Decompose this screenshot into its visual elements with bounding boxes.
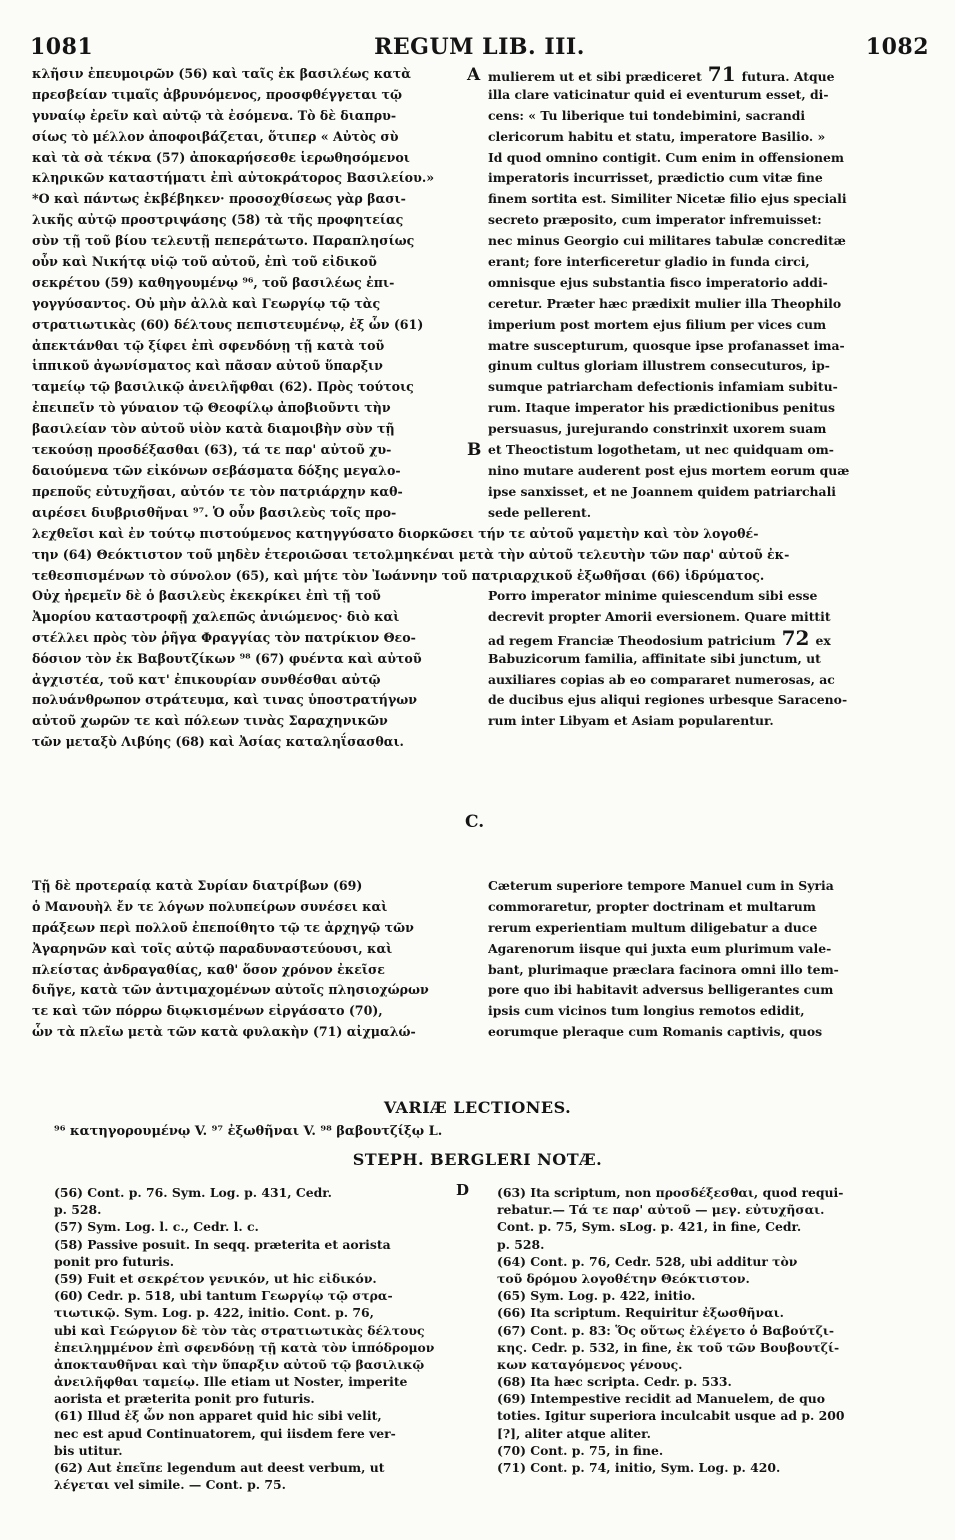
- latin-line-text: mulierem ut et sibi prædiceret: [488, 69, 702, 84]
- latin-line-text: ad regem Franciæ Theodosium patricium: [488, 632, 776, 648]
- note-line: (66) Ita scriptum. Requiritur ἐξωσθῆναι.: [497, 1305, 784, 1321]
- greek-text-line: βασιλείαν τὸν αὐτοῦ υἱὸν κατὰ διαμοιβὴν σὺν τῇ: [32, 421, 395, 437]
- latin-text-line: [488, 628, 924, 649]
- greek-text-line: δαιούμενα τῶν εἰκόνων σεβάσματα δόξης μεγαλο-: [32, 462, 401, 478]
- latin-text-line: Agarenorum iisque qui juxta eum plurimum vale-: [488, 940, 832, 956]
- note-line: (68) Ita hæc scripta. Cedr. p. 533.: [497, 1374, 732, 1390]
- greek-text-line: πρεσβείαν τιμαῖς ἀβρυνόμενος, προσφθέγγεται τῷ: [32, 86, 402, 102]
- note-line: (69) Intempestive recidit ad Manuelem, de quo: [497, 1391, 826, 1407]
- note-line: κων καταγόμενος γένους.: [497, 1356, 683, 1372]
- note-line: (64) Cont. p. 76, Cedr. 528, ubi additur τὸν: [497, 1253, 798, 1269]
- note-line: (56) Cont. p. 76. Sym. Log. p. 431, Cedr.: [54, 1185, 332, 1200]
- greek-text-line: ὁ Μανουὴλ ἔν τε λόγων πολυπείρων συνέσει καὶ: [32, 898, 388, 914]
- latin-text-line: ceretur. Præter hæc prædixit mulier illa Theophilo: [488, 295, 842, 311]
- latin-text-line: de ducibus ejus aliqui regiones urbesque Saraceno-: [488, 692, 848, 708]
- latin-line-continuation: ex: [815, 632, 831, 648]
- full-width-text-line: την (64) Θεόκτιστον τοῦ μηδὲν ἑτεροιῶσαι τετολμηκέναι μετὰ τὴν αὐτοῦ τελευτὴν τῶν παρ' αὐτοῦ ἐκ-: [32, 546, 790, 562]
- latin-text-line: Babuzicorum familia, affinitate sibi junctum, ut: [488, 650, 821, 666]
- note-line: toties. Igitur superiora inculcabit usque ad p. 200: [497, 1408, 845, 1424]
- latin-text-line: omnisque ejus substantia fisco imperatorio addi-: [488, 274, 828, 290]
- note-line: τοῦ δρόμου λογοθέτην Θεόκτιστον.: [497, 1270, 750, 1286]
- latin-text-line: erant; fore interficeretur gladio in funda circi,: [488, 254, 810, 270]
- greek-text-line: τε καὶ τῶν πόρρω διῳκισμένων εἰργάσατο (70),: [32, 1003, 383, 1019]
- latin-text-line: Id quod omnino contigit. Cum enim in offensionem: [488, 149, 844, 165]
- varia-lectiones-title: VARIÆ LECTIONES.: [383, 1098, 572, 1117]
- latin-text-line: nec minus Georgio cui militares tabulæ concreditæ: [488, 233, 846, 249]
- full-width-text-block: [32, 524, 924, 587]
- latin-text-line: commoraretur, propter doctrinam et multarum: [488, 898, 816, 914]
- greek-text-line: σεκρέτου (59) καθηγουμένῳ ⁹⁶, τοῦ βασιλέως ἐπι-: [32, 274, 395, 290]
- note-line: rebatur.— Τά τε παρ' αὐτοῦ — μεγ. εὐτυχῆσαι.: [497, 1202, 825, 1218]
- section-number-72: 72: [781, 627, 810, 649]
- greek-text-line: σίως τὸ μέλλον ἀποφοιβάζεται, ὅτιπερ « Αὐτὸς σὺ: [32, 128, 399, 144]
- note-line: ponit pro futuris.: [54, 1253, 175, 1269]
- greek-text-line: γογγύσαντος. Οὐ μὴν ἀλλὰ καὶ Γεωργίῳ τῷ τὰς: [32, 295, 381, 311]
- greek-text-line: γυναίῳ ἐρεῖν καὶ αὐτῷ τὰ ἐσόμενα. Τὸ δὲ διαπρυ-: [32, 107, 397, 123]
- note-line: nec est apud Continuatorem, qui iisdem fere ver-: [54, 1425, 396, 1441]
- greek-text-line: ἀγχιστέα, τοῦ κατ' ἐπικουρίαν συνθέσθαι αὐτῷ: [32, 671, 381, 687]
- note-line: (63) Ita scriptum, non προσδέξεσθαι, quod requi-: [497, 1185, 844, 1200]
- greek-text-line: αιρέσει διυβρισθῆναι ⁹⁷. Ὁ οὖν βασιλεὺς τοῖς προ-: [32, 504, 397, 520]
- greek-text-line: Οὐχ ἠρεμεῖν δὲ ὁ βασιλεὺς ἐκεκρίκει ἐπὶ τῇ τοῦ: [32, 588, 381, 603]
- latin-text-line: Cæterum superiore tempore Manuel cum in Syria: [488, 878, 834, 893]
- varia-lectiones-text: ⁹⁶ κατηγορουμένῳ V. ⁹⁷ ἐξωθῆναι V. ⁹⁸ βαβουτζίξῳ L.: [54, 1124, 443, 1139]
- page-header: [30, 34, 929, 60]
- greek-text-line: πρεποῦς εὐτυχῆσαι, αὐτόν τε τὸν πατριάρχην καθ-: [32, 483, 403, 499]
- margin-marker-d: D: [456, 1181, 470, 1199]
- note-line: [?], aliter atque aliter.: [497, 1425, 651, 1441]
- right-column-number: 1082: [865, 34, 929, 60]
- latin-text-line: [488, 64, 924, 85]
- left-column-number: 1081: [30, 34, 94, 60]
- note-line: (59) Fuit et σεκρέτον γενικόν, ut hic εἰδικόν.: [54, 1270, 377, 1286]
- note-line: p. 528.: [54, 1202, 102, 1218]
- greek-text-line: κλῆσιν ἐπευμοιρῶν (56) καὶ ταῖς ἐκ βασιλέως κατὰ: [32, 66, 411, 81]
- greek-text-line: Ἀμορίου καταστροφῇ χαλεπῶς ἀνιώμενος· διὸ καὶ: [32, 608, 400, 624]
- notes-left-column: [54, 1184, 454, 1493]
- greek-text-line: τῶν μεταξὺ Λιβύης (68) καὶ Ἀσίας καταληΐσασθαι.: [32, 734, 404, 750]
- latin-text-line: ipse sanxisset, et ne Joannem quidem patriarchali: [488, 483, 836, 499]
- latin-text-line: ginum cultus gloriam illustrem consecuturos, ip-: [488, 358, 830, 374]
- note-line: (70) Cont. p. 75, in fine.: [497, 1442, 664, 1458]
- latin-text-line: clericorum habitu et statu, imperatore Basilio. »: [488, 128, 826, 144]
- latin-text-line: ipsis cum vicinos tum longius remotos edidit,: [488, 1003, 805, 1019]
- greek-text-line: κληρικῶν καταστήματι ἐπὶ αὐτοκράτορος Βασιλείου.»: [32, 170, 435, 186]
- greek-text-block-2: [32, 586, 460, 753]
- note-line: (71) Cont. p. 74, initio, Sym. Log. p. 420.: [497, 1460, 781, 1475]
- latin-text-line: rerum experientiam multum diligebatur a duce: [488, 919, 818, 935]
- greek-text-line: λικῆς αὐτῷ προστριψάσης (58) τὰ τῆς προφητείας: [32, 212, 404, 228]
- note-line: τιωτικῷ. Sym. Log. p. 422, initio. Cont. p. 76,: [54, 1305, 374, 1321]
- note-line: (62) Aut ἐπεῖπε legendum aut deest verbum, ut: [54, 1460, 385, 1475]
- note-line: ubi καὶ Γεώργιον δὲ τὸν τὰς στρατιωτικὰς δέλτους: [54, 1322, 425, 1338]
- note-line: Cont. p. 75, Sym. sLog. p. 421, in fine, Cedr.: [497, 1219, 802, 1235]
- greek-text-line: πλείστας ἀνδραγαθίας, καθ' ὅσον χρόνον ἐκεῖσε: [32, 961, 385, 977]
- note-line: κης. Cedr. p. 532, in fine, ἐκ τοῦ τῶν Βουβουτζί-: [497, 1339, 840, 1355]
- note-line: (61) Illud ἐξ ὧν non apparet quid hic sibi velit,: [54, 1408, 382, 1424]
- greek-text-line: αὐτοῦ χωρῶν τε καὶ πόλεων τινὰς Σαραχηνικῶν: [32, 713, 388, 729]
- greek-text-line: πράξεων περὶ πολλοῦ ἐπεποίθητο τῷ τε ἀρχηγῷ τῶν: [32, 919, 414, 935]
- greek-text-line: διῆγε, κατὰ τῶν ἀντιμαχομένων αὐτοῖς πλησιοχώρων: [32, 982, 429, 998]
- greek-text-line: *Ο καὶ πάντως ἐκβέβηκεν· προσοχθίσεως γὰρ βασι-: [32, 191, 406, 207]
- section-number-71: 71: [707, 64, 736, 85]
- greek-text-line: πολυάνθρωπον στράτευμα, καὶ τινας ὑποστρατήγων: [32, 692, 418, 708]
- latin-text-line: pore quo ibi habitavit adversus belligerantes cum: [488, 982, 834, 998]
- latin-text-line: nino mutare auderent post ejus mortem eorum quæ: [488, 462, 850, 478]
- greek-text-line: Ἀγαρηνῶν καὶ τοῖς αὐτῷ παραδυναστεύουσι, καὶ: [32, 940, 393, 956]
- greek-text-block-1: [32, 64, 460, 524]
- greek-text-block-3: [32, 876, 460, 1043]
- latin-text-line: imperatoris incurrisset, prædictio cum vitæ fine: [488, 170, 823, 186]
- greek-text-line: ἀπεκτάνθαι τῷ ξίφει ἐπὶ σφενδόνῃ τῇ κατὰ τοῦ: [32, 337, 385, 353]
- latin-text-line: illa clare vaticinatur quid ei eventurum esset, di-: [488, 86, 829, 102]
- latin-text-line: rum. Itaque imperator his prædictionibus penitus: [488, 400, 835, 416]
- latin-text-line: decrevit propter Amorii eversionem. Quare mittit: [488, 608, 831, 624]
- latin-text-line: cens: « Tu liberique tui tondebimini, sacrandi: [488, 107, 806, 123]
- greek-text-line: στέλλει πρὸς τὸν ῥῆγα Φραγγίας τὸν πατρίκιον Θεο-: [32, 629, 416, 645]
- note-line: aorista et præterita ponit pro futuris.: [54, 1391, 315, 1407]
- latin-text-block-2: [488, 586, 924, 732]
- greek-text-line: ἱππικοῦ ἀγωνίσματος καὶ πᾶσαν αὐτοῦ ὕπαρξιν: [32, 358, 383, 374]
- greek-text-line: σὺν τῇ τοῦ βίου τελευτῇ πεπεράτωτο. Παραπλησίως: [32, 233, 415, 249]
- latin-text-block-3: [488, 876, 924, 1043]
- greek-text-line: ὧν τὰ πλεῖω μετὰ τῶν κατὰ φυλακὴν (71) αἰχμαλώ-: [32, 1024, 416, 1040]
- latin-text-line: persuasus, jurejurando constrinxit uxorem suam: [488, 421, 827, 437]
- greek-text-line: καὶ τὰ σὰ τέκνα (57) ἀποκαρήσεσθε ἱερωθησόμενοι: [32, 149, 410, 165]
- full-width-text-line: λεχθεῖσι καὶ ἐν τούτῳ πιστούμενος κατηγγύσατο διορκῶσει τήν τε αὐτοῦ γαμετὴν καὶ τὸν λογοθέ-: [32, 526, 759, 541]
- note-line: ἀνειλῆφθαι ταμείῳ. Ille etiam ut Noster, imperite: [54, 1374, 408, 1390]
- latin-text-line: bant, plurimaque præclara facinora omni illo tem-: [488, 961, 839, 977]
- latin-text-line: matre suscepturum, quosque ipse profanasset ima-: [488, 337, 845, 353]
- notes-right-column: [497, 1184, 927, 1476]
- greek-text-line: τεκούσῃ προσδέξασθαι (63), τά τε παρ' αὐτοῦ χυ-: [32, 442, 392, 458]
- note-line: (65) Sym. Log. p. 422, initio.: [497, 1288, 696, 1304]
- latin-text-line: finem sortita est. Similiter Nicetæ filio ejus speciali: [488, 191, 847, 207]
- note-line: λέγεται vel simile. — Cont. p. 75.: [54, 1477, 286, 1493]
- greek-text-line: δόσιον τὸν ἐκ Βαβουτζίκων ⁹⁸ (67) φυέντα καὶ αὐτοῦ: [32, 650, 422, 666]
- latin-text-line: eorumque pleraque cum Romanis captivis, quos: [488, 1024, 823, 1040]
- note-line: ἐπειλημμένον ἐπὶ σφενδόνῃ τῇ κατὰ τὸν ἱππόδρομον: [54, 1339, 435, 1355]
- greek-text-line: Τῇ δὲ προτεραίᾳ κατὰ Συρίαν διατρίβων (69): [32, 878, 363, 893]
- greek-text-line: ταμείῳ τῷ βασιλικῷ ἀνειλῆφθαι (62). Πρὸς τούτοις: [32, 379, 414, 395]
- running-title: REGUM LIB. III.: [374, 34, 585, 60]
- greek-text-line: οὖν καὶ Νικήτᾳ υἱῷ τοῦ αὐτοῦ, ἐπὶ τοῦ εἰδικοῦ: [32, 254, 377, 270]
- full-width-text-line: τεθεσπισμένων τὸ σύνολον (65), καὶ μήτε τὸν Ἰωάννην τοῦ πατριαρχικοῦ ἐξωθῆσαι (66) ἱδρύματος.: [32, 567, 765, 583]
- latin-text-line: rum inter Libyam et Asiam popularentur.: [488, 713, 774, 729]
- latin-text-line: secreto præposito, cum imperator infremuisset:: [488, 212, 822, 228]
- latin-text-line: sumque patriarcham defectionis infamiam subitu-: [488, 379, 838, 395]
- margin-marker-a: A: [467, 65, 481, 85]
- note-line: bis utitur.: [54, 1442, 123, 1458]
- note-line: ἀποκταυθῆναι καὶ τὴν ὕπαρξιν αὐτοῦ τῷ βασιλικῷ: [54, 1356, 425, 1372]
- note-line: p. 528.: [497, 1236, 545, 1252]
- note-line: (60) Cedr. p. 518, ubi tantum Γεωργίῳ τῷ στρα-: [54, 1288, 393, 1304]
- greek-text-line: στρατιωτικὰς (60) δέλτους πεπιστευμένῳ, ἐξ ὧν (61): [32, 316, 424, 332]
- latin-text-line: imperium post mortem ejus filium per vices cum: [488, 316, 827, 332]
- margin-marker-b: B: [467, 440, 482, 460]
- note-line: (58) Passive posuit. In seqq. præterita et aorista: [54, 1236, 391, 1252]
- latin-text-line: et Theoctistum logothetam, ut nec quidquam om-: [488, 442, 834, 458]
- note-line: (67) Cont. p. 83: Ὅς οὕτως ἐλέγετο ὁ Βαβούτζι-: [497, 1322, 834, 1338]
- notes-title: STEPH. BERGLERI NOTÆ.: [352, 1150, 603, 1169]
- greek-text-line: ἐπειπεῖν τὸ γύναιον τῷ Θεοφίλῳ ἀποβιοῦντι τὴν: [32, 400, 391, 416]
- latin-text-line: Porro imperator minime quiescendum sibi esse: [488, 588, 818, 603]
- latin-text-line: auxiliares copias ab eo compararet numerosas, ac: [488, 671, 835, 687]
- latin-text-line: sede pellerent.: [488, 504, 592, 520]
- note-line: (57) Sym. Log. l. c., Cedr. l. c.: [54, 1219, 259, 1235]
- latin-text-block-1: [488, 64, 924, 524]
- margin-marker-c: C.: [465, 812, 485, 832]
- latin-line-continuation: futura. Atque: [741, 69, 835, 84]
